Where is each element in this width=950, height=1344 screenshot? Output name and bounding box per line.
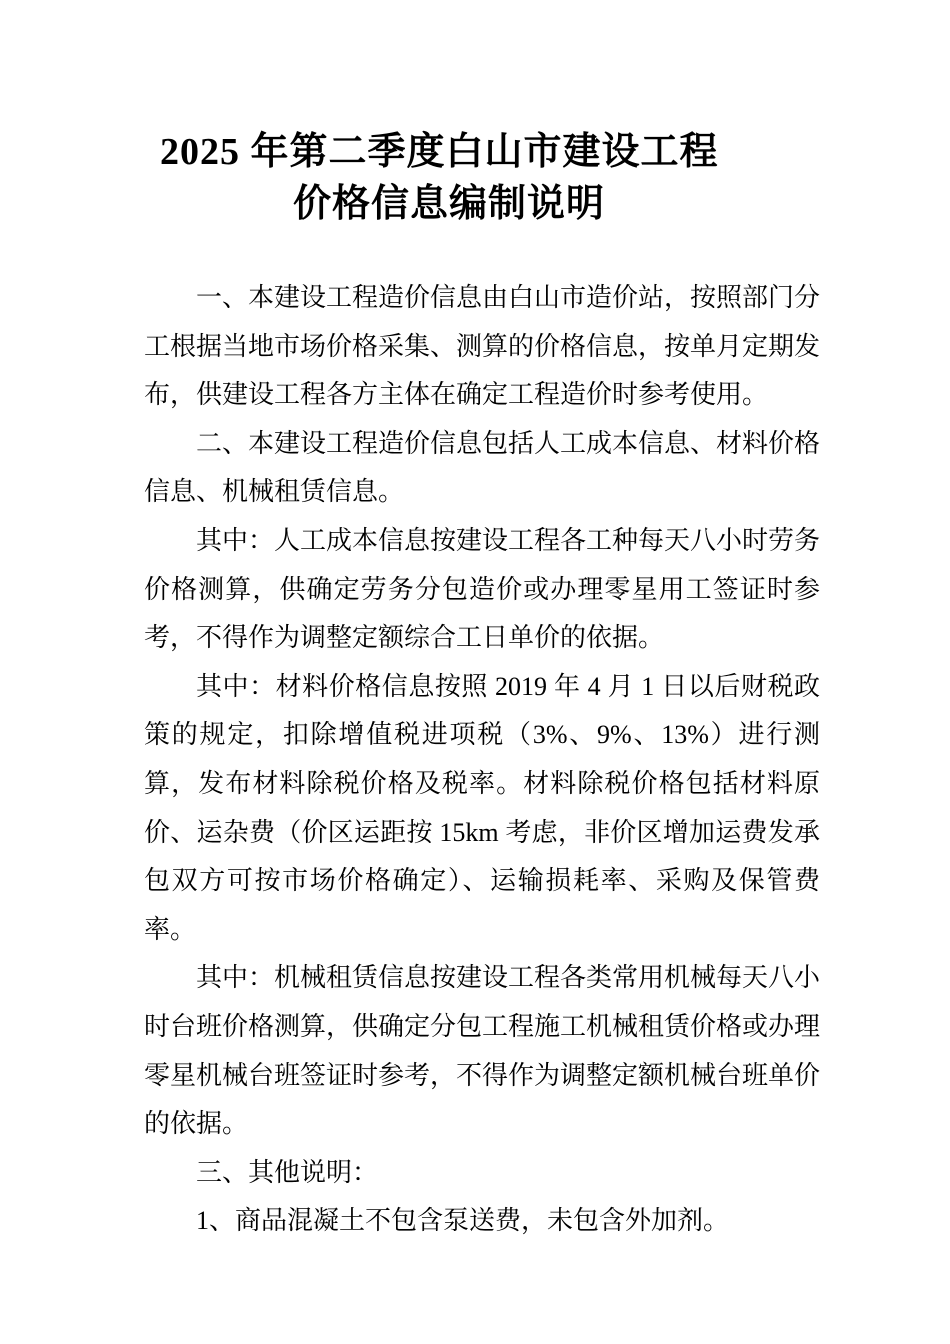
document-body [144,274,820,1246]
document-title-line-1: 2025 年第二季度白山市建设工程 [160,131,719,173]
paragraph-other-notes-item-1: 1、商品混凝土不包含泵送费，未包含外加剂。 [196,1206,730,1236]
document-title [0,0,950,230]
paragraph-scope: 二、本建设工程造价信息包括人工成本信息、材料价格信息、机械租赁信息。 [144,428,821,507]
paragraph-intro: 一、本建设工程造价信息由白山市造价站，按照部门分工根据当地市场价格采集、测算的价格信息，按单月定期发布，供建设工程各方主体在确定工程造价时参考使用。 [144,283,821,410]
paragraph-labor-cost: 其中：人工成本信息按建设工程各工种每天八小时劳务价格测算，供确定劳务分包造价或办理零星用工签证时参考，不得作为调整定额综合工日单价的依据。 [144,525,821,653]
document-title-line-2: 价格信息编制说明 [293,183,606,225]
paragraph-other-notes-heading: 三、其他说明： [196,1157,379,1187]
paragraph-machinery-rental: 其中：机械租赁信息按建设工程各类常用机械每天八小时台班价格测算，供确定分包工程施工机械租赁价格或办理零星机械台班签证时参考，不得作为调整定额机械台班单价的依据。 [144,963,821,1139]
paragraph-material-price: 其中：材料价格信息按照 2019 年 4 月 1 日以后财税政策的规定，扣除增值税进项税（3%、9%、13%）进行测算，发布材料除税价格及税率。材料除税价格包括材料原价、运杂费（价区运距按 15km 考虑，非价区增加运费发承包双方可按市场价格确定）、运输损耗率、采购及保管费率。 [144,671,820,944]
